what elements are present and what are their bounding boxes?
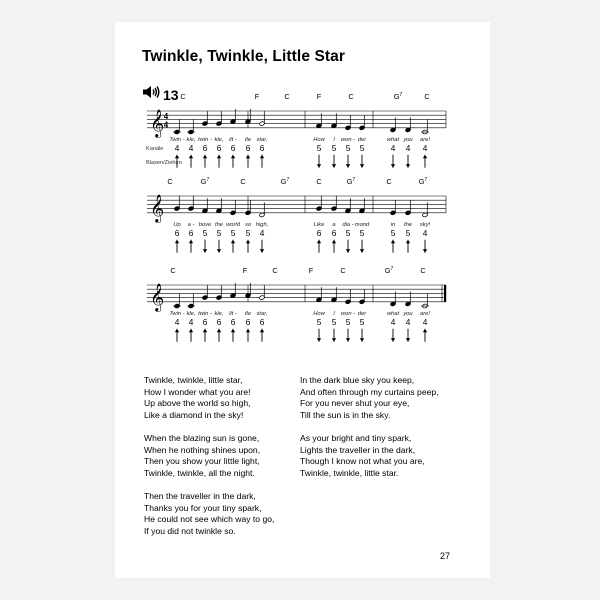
lyric-syllable: I bbox=[333, 310, 335, 317]
lyric-syllable: der bbox=[357, 310, 367, 317]
lyric-syllable: Twin - bbox=[169, 136, 185, 143]
channel-number: 5 bbox=[405, 227, 411, 238]
arrow-up-head bbox=[406, 240, 410, 244]
lyric-syllable: are! bbox=[420, 310, 430, 317]
channel-number: 5 bbox=[390, 227, 396, 238]
chord-symbol: C bbox=[180, 92, 186, 101]
arrow-up-head bbox=[260, 155, 264, 159]
arrow-up-head bbox=[317, 240, 321, 244]
chord-symbol: C bbox=[340, 266, 346, 275]
arrow-down-head bbox=[391, 338, 395, 342]
verse-line: For you never shut your eye, bbox=[300, 398, 410, 409]
channel-number: 5 bbox=[345, 227, 351, 238]
lyric-syllable: are! bbox=[420, 136, 430, 143]
arrow-up-head bbox=[246, 240, 250, 244]
channel-number: 4 bbox=[422, 142, 428, 153]
lyric-syllable: kle, bbox=[186, 136, 196, 143]
channel-number: 6 bbox=[245, 316, 251, 327]
lyric-syllable: so bbox=[244, 221, 252, 228]
treble-clef-icon: 𝄞 bbox=[150, 282, 165, 311]
verse-line: And often through my curtains peep, bbox=[300, 386, 439, 397]
verses-right bbox=[300, 375, 439, 491]
verse-line: How I wonder what you are! bbox=[144, 386, 251, 397]
arrow-down-head bbox=[391, 164, 395, 168]
lyric-syllable: lit - bbox=[229, 136, 237, 143]
arrow-down-head bbox=[346, 164, 350, 168]
lyric-syllable: what bbox=[386, 310, 400, 317]
verse-line: Till the sun is in the sky. bbox=[300, 409, 391, 420]
lyric-syllable: Like bbox=[313, 221, 325, 228]
arrow-up-head bbox=[217, 155, 221, 159]
channel-number: 5 bbox=[345, 142, 351, 153]
lyric-syllable: a bbox=[332, 221, 336, 228]
arrow-up-head bbox=[175, 155, 179, 159]
arrow-up-head bbox=[260, 329, 264, 333]
lyric-syllable: what bbox=[386, 136, 400, 143]
arrow-down-head bbox=[317, 164, 321, 168]
channel-number: 6 bbox=[259, 142, 265, 153]
lyric-syllable: Twin - bbox=[169, 310, 185, 317]
channel-number: 6 bbox=[216, 316, 222, 327]
lyric-syllable: tle bbox=[244, 310, 252, 317]
channel-number: 5 bbox=[359, 142, 365, 153]
verse-line: Twinkle, twinkle, little star, bbox=[144, 375, 243, 385]
arrow-down-head bbox=[203, 249, 207, 253]
channel-number: 6 bbox=[331, 227, 337, 238]
chord-symbol: C bbox=[284, 92, 290, 101]
stanza bbox=[300, 375, 439, 421]
channel-number: 4 bbox=[405, 142, 411, 153]
channel-number: 4 bbox=[174, 316, 180, 327]
channel-number: 5 bbox=[245, 227, 251, 238]
chord-symbol: $G^7$ bbox=[200, 177, 210, 186]
chord-symbol: C bbox=[167, 177, 173, 186]
arrow-down-head bbox=[217, 249, 221, 253]
lyric-syllable: won - bbox=[340, 310, 356, 317]
channel-number: 6 bbox=[230, 142, 236, 153]
treble-clef-icon: 𝄞 bbox=[150, 108, 165, 137]
channel-number: 5 bbox=[331, 142, 337, 153]
lyric-syllable: tle bbox=[244, 136, 252, 143]
channel-number: 4 bbox=[174, 142, 180, 153]
channel-number: 6 bbox=[202, 316, 208, 327]
channel-number: 5 bbox=[202, 227, 208, 238]
verse-line: Like a diamond in the sky! bbox=[144, 409, 244, 420]
verse-line: When he nothing shines upon, bbox=[144, 444, 261, 455]
chord-symbol: $G^7$ bbox=[384, 266, 394, 275]
lyric-syllable: a - bbox=[187, 221, 195, 228]
channel-number: 4 bbox=[422, 227, 428, 238]
chord-symbol: C bbox=[420, 266, 426, 275]
lyric-syllable: star, bbox=[256, 310, 268, 317]
lyric-syllable: lit - bbox=[229, 310, 237, 317]
chord-symbol: F bbox=[316, 92, 322, 101]
treble-clef-icon: 𝄞 bbox=[150, 193, 165, 222]
lyric-syllable: sky! bbox=[419, 221, 431, 228]
verses-left bbox=[144, 375, 274, 549]
lyric-syllable: the bbox=[214, 221, 224, 228]
arrow-up-head bbox=[231, 155, 235, 159]
stanza bbox=[144, 491, 274, 537]
arrow-up-head bbox=[246, 155, 250, 159]
lyric-syllable: I bbox=[333, 136, 335, 143]
verse-line: Twinkle, twinkle, little star. bbox=[300, 467, 399, 478]
arrow-up-head bbox=[231, 329, 235, 333]
lyric-syllable: high, bbox=[255, 221, 269, 228]
arrow-up-head bbox=[246, 329, 250, 333]
verse-line: Then you show your little light, bbox=[144, 456, 260, 467]
arrow-up-head bbox=[203, 155, 207, 159]
channel-number: 6 bbox=[259, 316, 265, 327]
blow-draw-label: Blasen/Ziehen bbox=[146, 159, 182, 166]
chord-symbol: F bbox=[242, 266, 248, 275]
arrow-down-head bbox=[423, 249, 427, 253]
chord-symbol: F bbox=[308, 266, 314, 275]
arrow-up-head bbox=[189, 329, 193, 333]
lyric-syllable: How bbox=[313, 310, 325, 317]
lyric-syllable: Up bbox=[173, 221, 181, 228]
verse-line: Twinkle, twinkle, all the night. bbox=[144, 467, 255, 478]
lyric-syllable: kle, bbox=[214, 310, 224, 317]
channel-number: 6 bbox=[202, 142, 208, 153]
lyric-syllable: How bbox=[313, 136, 325, 143]
stanza bbox=[300, 433, 439, 479]
arrow-down-head bbox=[346, 249, 350, 253]
channel-number: 6 bbox=[188, 227, 194, 238]
channels-label: Kanäle bbox=[146, 145, 164, 152]
chord-symbol: C bbox=[272, 266, 278, 275]
verse-line: In the dark blue sky you keep, bbox=[300, 375, 415, 385]
arrow-down-head bbox=[360, 249, 364, 253]
channel-number: 6 bbox=[230, 316, 236, 327]
chord-symbol: C bbox=[424, 92, 430, 101]
track-number: 13 bbox=[163, 86, 179, 103]
chord-symbol: C bbox=[386, 177, 392, 186]
channel-number: 6 bbox=[216, 142, 222, 153]
arrow-up-head bbox=[175, 329, 179, 333]
time-signature: 4 bbox=[163, 120, 169, 130]
arrow-up-head bbox=[423, 155, 427, 159]
arrow-down-head bbox=[260, 249, 264, 253]
arrow-up-head bbox=[332, 240, 336, 244]
chord-symbol: $G^7$ bbox=[393, 92, 403, 101]
arrow-down-head bbox=[360, 338, 364, 342]
chord-symbol: $G^7$ bbox=[418, 177, 428, 186]
channel-number: 4 bbox=[188, 142, 194, 153]
channel-number: 5 bbox=[316, 316, 322, 327]
lyric-syllable: bove bbox=[198, 221, 212, 228]
lyric-syllable: the bbox=[403, 221, 413, 228]
song-title: Twinkle, Twinkle, Little Star bbox=[142, 48, 345, 65]
channel-number: 4 bbox=[259, 227, 265, 238]
arrow-up-head bbox=[217, 329, 221, 333]
arrow-up-head bbox=[189, 155, 193, 159]
verse-line: Then the traveller in the dark, bbox=[144, 490, 256, 501]
page-number: 27 bbox=[440, 551, 451, 561]
verse-line: When the blazing sun is gone, bbox=[144, 432, 260, 443]
arrow-down-head bbox=[332, 338, 336, 342]
lyric-syllable: mond bbox=[354, 221, 370, 228]
channel-number: 4 bbox=[405, 316, 411, 327]
arrow-down-head bbox=[346, 338, 350, 342]
channel-number: 4 bbox=[390, 142, 396, 153]
verse-line: If you did not twinkle so. bbox=[144, 525, 236, 536]
stanza bbox=[144, 433, 274, 479]
final-bar-thick bbox=[444, 285, 446, 302]
chord-symbol: $G^7$ bbox=[346, 177, 356, 186]
verse-line: Lights the traveller in the dark, bbox=[300, 444, 416, 455]
arrow-down-head bbox=[406, 164, 410, 168]
chord-symbol: C bbox=[240, 177, 246, 186]
time-signature: 4 bbox=[163, 111, 169, 121]
lyric-syllable: won - bbox=[340, 136, 356, 143]
arrow-up-head bbox=[423, 329, 427, 333]
verse-line: Though I know not what you are, bbox=[300, 456, 425, 467]
arrow-up-head bbox=[189, 240, 193, 244]
lyric-syllable: kle, bbox=[214, 136, 224, 143]
lyric-syllable: you bbox=[403, 136, 413, 143]
verse-line: He could not see which way to go, bbox=[144, 514, 275, 525]
channel-number: 4 bbox=[422, 316, 428, 327]
channel-number: 5 bbox=[216, 227, 222, 238]
channel-number: 5 bbox=[359, 227, 365, 238]
channel-number: 4 bbox=[390, 316, 396, 327]
lyric-syllable: star, bbox=[256, 136, 268, 143]
channel-number: 6 bbox=[174, 227, 180, 238]
arrow-down-head bbox=[360, 164, 364, 168]
verse-line: Up above the world so high, bbox=[144, 398, 251, 409]
channel-number: 5 bbox=[359, 316, 365, 327]
verse-line: Thanks you for your tiny spark, bbox=[144, 502, 262, 513]
channel-number: 5 bbox=[316, 142, 322, 153]
arrow-down-head bbox=[406, 338, 410, 342]
lyric-syllable: twin - bbox=[198, 136, 212, 143]
lyric-syllable: kle, bbox=[186, 310, 196, 317]
channel-number: 4 bbox=[188, 316, 194, 327]
chord-symbol: C bbox=[170, 266, 176, 275]
channel-number: 5 bbox=[331, 316, 337, 327]
lyric-syllable: der bbox=[357, 136, 367, 143]
channel-number: 6 bbox=[245, 142, 251, 153]
lyric-syllable: twin - bbox=[198, 310, 212, 317]
lyric-syllable: you bbox=[403, 310, 413, 317]
chord-symbol: $G^7$ bbox=[280, 177, 290, 186]
stanza bbox=[144, 375, 274, 421]
lyric-syllable: world bbox=[226, 221, 240, 228]
arrow-up-head bbox=[203, 329, 207, 333]
channel-number: 5 bbox=[345, 316, 351, 327]
arrow-up-head bbox=[231, 240, 235, 244]
chord-symbol: C bbox=[348, 92, 354, 101]
verse-line: As your bright and tiny spark, bbox=[300, 432, 412, 443]
arrow-down-head bbox=[332, 164, 336, 168]
chord-symbol: C bbox=[316, 177, 322, 186]
arrow-up-head bbox=[175, 240, 179, 244]
arrow-down-head bbox=[317, 338, 321, 342]
channel-number: 6 bbox=[316, 227, 322, 238]
channel-number: 5 bbox=[230, 227, 236, 238]
arrow-up-head bbox=[391, 240, 395, 244]
lyric-syllable: dia - bbox=[342, 221, 354, 228]
chord-symbol: F bbox=[254, 92, 260, 101]
lyric-syllable: in bbox=[390, 221, 396, 228]
